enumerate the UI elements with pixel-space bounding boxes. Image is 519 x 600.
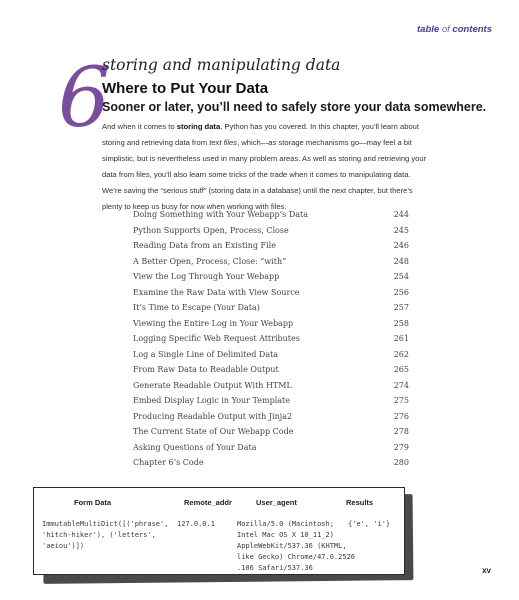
toc-entry-page: 275 bbox=[393, 396, 409, 405]
header-form-data: Form Data bbox=[74, 498, 112, 507]
header-remote-addr: Remote_addr bbox=[184, 498, 232, 507]
toc-entry-title: Embed Display Logic in Your Template bbox=[133, 396, 290, 405]
toc-entry[interactable] bbox=[133, 269, 409, 285]
toc-entry-page: 276 bbox=[393, 411, 409, 421]
toc-entry-title: It’s Time to Escape (Your Data) bbox=[133, 303, 260, 312]
toc-entry[interactable] bbox=[133, 331, 409, 347]
toc-entry-page: 254 bbox=[393, 272, 409, 281]
cell-remote-addr: 127.0.0.1 bbox=[177, 520, 215, 528]
toc-entry-page: 256 bbox=[393, 287, 409, 297]
toc-entry[interactable] bbox=[133, 316, 409, 332]
toc-entry-title: Reading Data from an Existing File bbox=[133, 241, 276, 250]
toc-entry-page: 279 bbox=[393, 442, 409, 452]
header-of: of bbox=[439, 24, 453, 35]
toc-entry-title: Chapter 6’s Code bbox=[133, 458, 204, 467]
toc-entry-title: A Better Open, Process, Close: “with” bbox=[133, 256, 287, 266]
toc-entry-page: 274 bbox=[393, 380, 409, 390]
toc-entry[interactable] bbox=[133, 300, 409, 316]
toc-entry-title: Generate Readable Output With HTML bbox=[133, 380, 292, 390]
intro-text-part: , Python has you covered. In this chapter, you’ll learn about storing and retrieving data from bbox=[102, 122, 420, 147]
toc-entry-page: 248 bbox=[393, 256, 409, 266]
cell-user-agent: Mozilla/5.0 (Macintosh; Intel Mac OS X 10_11_2) AppleWebKit/537.36 (KHTML, like Gecko) Chrome/47.0.2526 .106 Safari/537.36 bbox=[237, 520, 356, 572]
toc-entry[interactable] bbox=[133, 223, 409, 239]
toc-entry-title: Examine the Raw Data with View Source bbox=[133, 287, 300, 297]
toc-entry-page: 258 bbox=[393, 318, 409, 328]
chapter-title: storing and manipulating data bbox=[102, 56, 341, 74]
toc-entry-page: 280 bbox=[393, 458, 409, 467]
toc-entry[interactable] bbox=[133, 362, 409, 378]
cell-form-data: ImmutableMultiDict([('phrase', 'hitch-hiker'), ('letters', 'aeiou')]) bbox=[42, 520, 169, 550]
toc-entry[interactable] bbox=[133, 285, 409, 301]
toc-entry[interactable] bbox=[133, 455, 409, 471]
toc-entry-title: Viewing the Entire Log in Your Webapp bbox=[133, 318, 294, 328]
intro-text-part: , which—as storage mechanisms go—may feel a bit simplistic, but is nevertheless used in many problem areas. As well as storing and retrieving your data from files, you’ll also learn some tricks of the trade when it comes to manipulating data. We’re saving the “serious stuff” (storing data in a database) until the next chapter, but there’s plenty to keep us busy for now when working with files. bbox=[102, 138, 427, 211]
toc-entry[interactable] bbox=[133, 347, 409, 363]
toc-entry-title: Logging Specific Web Request Attributes bbox=[133, 334, 300, 343]
toc-entry-title: Producing Readable Output with Jinja2 bbox=[133, 411, 293, 421]
toc-entry-title: Python Supports Open, Process, Close bbox=[133, 225, 289, 235]
toc-entry[interactable] bbox=[133, 393, 409, 409]
log-data-table bbox=[33, 487, 405, 575]
toc-entry-title: Log a Single Line of Delimited Data bbox=[133, 349, 279, 359]
chapter-number: 6 bbox=[58, 51, 111, 146]
lead-sentence: Sooner or later, you’ll need to safely store your data somewhere. bbox=[102, 100, 487, 114]
toc-list bbox=[133, 207, 409, 471]
header-results: Results bbox=[346, 498, 374, 507]
intro-text-part: text files bbox=[209, 138, 238, 147]
toc-entry[interactable] bbox=[133, 207, 409, 223]
header-contents: contents bbox=[452, 24, 492, 35]
intro-text-part: And when it comes to bbox=[102, 122, 177, 131]
toc-entry-title: Doing Something with Your Webapp’s Data bbox=[133, 210, 308, 219]
page-number: xv bbox=[482, 566, 491, 575]
toc-entry-page: 244 bbox=[393, 210, 409, 219]
toc-entry[interactable] bbox=[133, 409, 409, 425]
toc-entry[interactable] bbox=[133, 424, 409, 440]
toc-entry-page: 246 bbox=[393, 241, 409, 250]
header-table: table bbox=[417, 24, 440, 35]
toc-entry[interactable] bbox=[133, 254, 409, 270]
cell-results: {'e', 'i'} bbox=[348, 520, 391, 528]
toc-entry[interactable] bbox=[133, 440, 409, 456]
toc-entry-page: 245 bbox=[393, 225, 409, 235]
toc-entry-page: 257 bbox=[393, 303, 409, 312]
toc-entry-page: 265 bbox=[393, 365, 409, 374]
intro-paragraph bbox=[102, 119, 427, 215]
toc-entry[interactable] bbox=[133, 238, 409, 254]
toc-entry-title: View the Log Through Your Webapp bbox=[133, 272, 280, 281]
intro-text-part: storing data bbox=[176, 122, 221, 131]
toc-entry-page: 261 bbox=[393, 334, 409, 343]
toc-entry[interactable] bbox=[133, 378, 409, 394]
section-title: Where to Put Your Data bbox=[102, 80, 269, 97]
header-user-agent: User_agent bbox=[256, 498, 297, 507]
toc-entry-page: 262 bbox=[393, 349, 409, 359]
toc-entry-page: 278 bbox=[393, 427, 409, 436]
toc-entry-title: Asking Questions of Your Data bbox=[133, 442, 257, 452]
toc-entry-title: From Raw Data to Readable Output bbox=[133, 365, 279, 374]
toc-entry-title: The Current State of Our Webapp Code bbox=[133, 427, 294, 436]
page-header bbox=[417, 24, 492, 35]
